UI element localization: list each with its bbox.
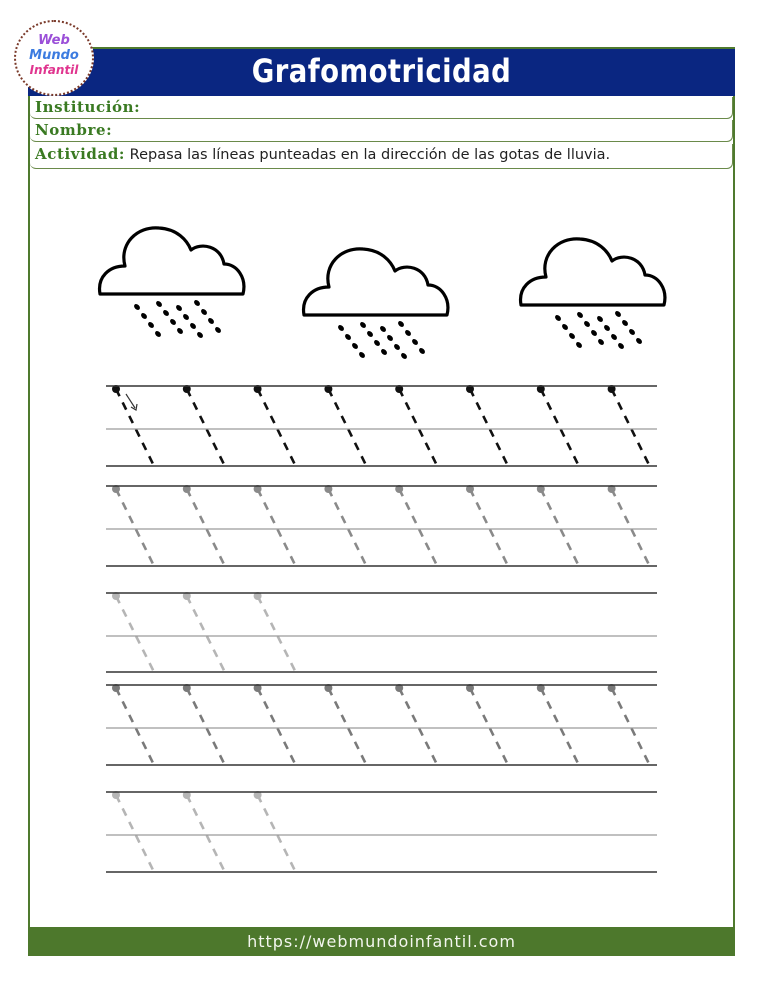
dotted-guide-line[interactable] xyxy=(608,684,650,765)
dotted-guide-line[interactable] xyxy=(112,592,154,672)
logo-line-mundo: Mundo xyxy=(29,48,79,63)
dotted-guide-line[interactable] xyxy=(395,385,437,466)
cloud-rain-icon xyxy=(521,239,665,350)
dotted-guide-line[interactable] xyxy=(608,485,650,566)
activity-instructions: Repasa las líneas punteadas en la dirección de las gotas de lluvia. xyxy=(125,147,611,163)
field-label-nombre: Nombre: xyxy=(35,121,113,139)
dotted-guide-line[interactable] xyxy=(112,485,154,566)
dotted-guide-line[interactable] xyxy=(254,684,296,765)
dotted-guide-line[interactable] xyxy=(395,485,437,566)
dotted-guide-line[interactable] xyxy=(183,684,225,765)
dotted-guide-line[interactable] xyxy=(254,592,296,672)
dotted-guide-line[interactable] xyxy=(608,385,650,466)
tracing-row[interactable] xyxy=(106,792,657,872)
dotted-guide-line[interactable] xyxy=(183,791,225,872)
dotted-guide-line[interactable] xyxy=(466,485,508,566)
dotted-guide-line[interactable] xyxy=(112,684,154,765)
tracing-rows xyxy=(106,385,657,872)
cloud-rain-icon xyxy=(304,249,448,360)
dotted-guide-line[interactable] xyxy=(395,684,437,765)
dotted-guide-line[interactable] xyxy=(254,385,296,466)
tracing-row[interactable] xyxy=(106,486,657,566)
dotted-guide-line[interactable] xyxy=(324,684,366,765)
activity-label: Actividad: xyxy=(35,145,126,163)
page-title: Grafomotricidad xyxy=(251,52,512,90)
footer-url-bar xyxy=(28,927,735,956)
field-label-institucion: Institución: xyxy=(35,98,141,116)
dotted-guide-line[interactable] xyxy=(183,485,225,566)
dotted-guide-line[interactable] xyxy=(466,684,508,765)
dotted-guide-line[interactable] xyxy=(112,385,154,466)
tracing-row[interactable] xyxy=(106,593,657,672)
logo-line-infantil: Infantil xyxy=(29,63,79,77)
footer-url[interactable]: https://webmundoinfantil.com xyxy=(247,932,516,951)
dotted-guide-line[interactable] xyxy=(183,385,225,466)
dotted-guide-line[interactable] xyxy=(324,385,366,466)
logo-line-web: Web xyxy=(38,33,70,48)
direction-arrow-icon xyxy=(126,394,137,410)
dotted-guide-line[interactable] xyxy=(324,485,366,566)
tracing-row[interactable] xyxy=(106,685,657,765)
dotted-guide-line[interactable] xyxy=(537,485,579,566)
dotted-guide-line[interactable] xyxy=(537,385,579,466)
dotted-guide-line[interactable] xyxy=(254,791,296,872)
tracing-row[interactable] xyxy=(106,386,657,466)
dotted-guide-line[interactable] xyxy=(112,791,154,872)
dotted-guide-line[interactable] xyxy=(537,684,579,765)
dotted-guide-line[interactable] xyxy=(254,485,296,566)
dotted-guide-line[interactable] xyxy=(183,592,225,672)
dotted-guide-line[interactable] xyxy=(466,385,508,466)
cloud-rain-icon xyxy=(100,228,244,339)
